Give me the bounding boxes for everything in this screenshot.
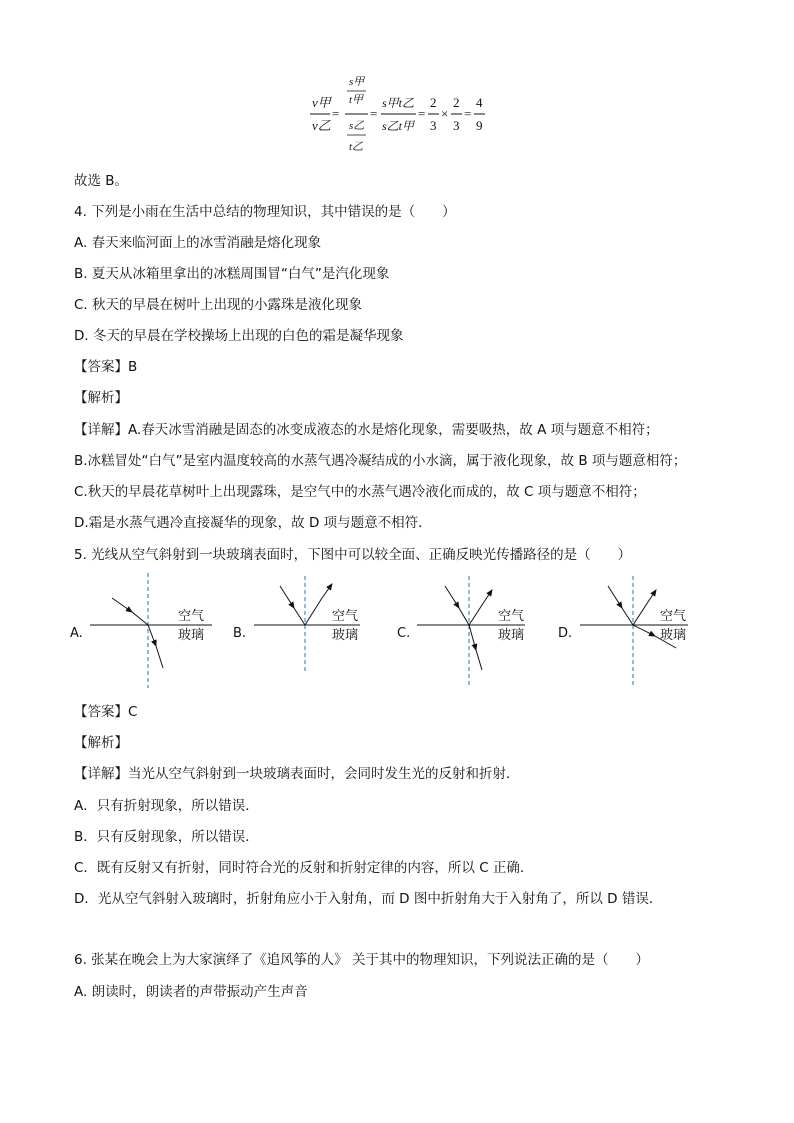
diagram-b-letter: B.: [233, 626, 247, 641]
q4-analysis-label: 【解析】: [74, 390, 128, 406]
svg-text:=: =: [332, 106, 340, 121]
q4-stem: 4. 下列是小雨在生活中总结的物理知识，其中错误的是（ ）: [74, 204, 456, 220]
diagram-d-air-label: 空气: [660, 609, 687, 624]
formula-lhs-den: v乙: [312, 118, 331, 133]
q5-detail-c: C．既有反射又有折射，同时符合光的反射和折射定律的内容，所以 C 正确．: [74, 860, 534, 876]
formula-f1-den: 3: [430, 118, 437, 133]
diagram-c-letter: C.: [397, 626, 411, 641]
diagram-b-glass-label: 玻璃: [332, 628, 359, 643]
svg-text:=: =: [418, 106, 426, 121]
diagram-d: [558, 576, 688, 688]
q5-detail-a: A．只有折射现象，所以错误．: [74, 798, 259, 814]
formula-mid-den: s乙t甲: [382, 119, 415, 133]
formula-mid-num: s甲t乙: [382, 96, 415, 110]
q3-conclusion: 故选 B。: [74, 173, 129, 189]
formula-t1: t甲: [349, 94, 364, 106]
svg-text:=: =: [370, 106, 378, 121]
diagram-b-air-label: 空气: [332, 609, 359, 624]
q4-detail-b: B.冰糕冒处“白气”是室内温度较高的水蒸气遇冷凝结成的小水滴，属于液化现象，故 B 项与题意相符；: [74, 453, 687, 469]
formula-s2: s乙: [349, 120, 365, 132]
q6-stem: 6. 张某在晚会上为大家演绎了《追风筝的人》 关于其中的物理知识，下列说法正确的是（ ）: [74, 952, 649, 968]
diagram-a-air-label: 空气: [178, 609, 205, 624]
q5-light-path-diagrams: [70, 568, 700, 693]
formula-lhs-num: v甲: [312, 95, 331, 110]
q5-detail-d: D．光从空气斜射入玻璃时，折射角应小于入射角，而 D 图中折射角大于入射角了，所以 D 错误．: [74, 891, 663, 907]
q4-option-c: C. 秋天的早晨在树叶上出现的小露珠是液化现象: [74, 297, 363, 313]
formula-f1-num: 2: [430, 95, 437, 110]
diagram-a-glass-label: 玻璃: [178, 628, 205, 643]
q4-option-d: D. 冬天的早晨在学校操场上出现的白色的霜是凝华现象: [74, 328, 404, 344]
formula-t2: t乙: [349, 141, 364, 153]
diagram-a-letter: A.: [70, 626, 83, 641]
formula-f2-num: 2: [453, 95, 460, 110]
q5-detail-intro: 【详解】当光从空气斜射到一块玻璃表面时，会同时发生光的反射和折射．: [74, 766, 520, 782]
q4-detail-c: C.秋天的早晨花草树叶上出现露珠，是空气中的水蒸气遇冷液化而成的，故 C 项与题意不相符；: [74, 484, 646, 500]
diagram-c: [397, 576, 525, 688]
diagram-c-air-label: 空气: [498, 609, 525, 624]
diagram-d-glass-label: 玻璃: [660, 628, 687, 643]
q5-detail-b: B．只有反射现象，所以错误．: [74, 829, 259, 845]
q4-answer: 【答案】B: [74, 359, 138, 375]
formula-res-den: 9: [476, 118, 483, 133]
svg-text:×: ×: [441, 106, 449, 121]
formula-f2-den: 3: [453, 118, 460, 133]
q4-detail-d: D.霜是水蒸气遇冷直接凝华的现象，故 D 项与题意不相符．: [74, 515, 432, 531]
diagram-d-letter: D.: [558, 626, 573, 641]
q4-option-a: A. 春天来临河面上的冰雪消融是熔化现象: [74, 235, 322, 251]
diagram-a: [70, 573, 212, 688]
q4-option-b: B. 夏天从冰箱里拿出的冰糕周围冒“白气”是汽化现象: [74, 266, 390, 282]
q4-detail-a: 【详解】A.春天冰雪消融是固态的冰变成液态的水是熔化现象，需要吸热，故 A 项与题意不相符；: [74, 422, 659, 438]
q5-stem: 5. 光线从空气斜射到一块玻璃表面时，下图中可以较全面、正确反映光传播路径的是（ ）: [74, 547, 632, 563]
diagram-b: [233, 576, 360, 673]
speed-ratio-formula: [300, 66, 500, 166]
formula-s1: s甲: [349, 76, 365, 88]
q5-analysis-label: 【解析】: [74, 735, 128, 751]
diagram-c-glass-label: 玻璃: [498, 628, 525, 643]
formula-res-num: 4: [476, 95, 483, 110]
q6-option-a: A. 朗读时，朗读者的声带振动产生声音: [74, 984, 308, 1000]
svg-text:=: =: [464, 106, 472, 121]
q5-answer: 【答案】C: [74, 704, 138, 720]
